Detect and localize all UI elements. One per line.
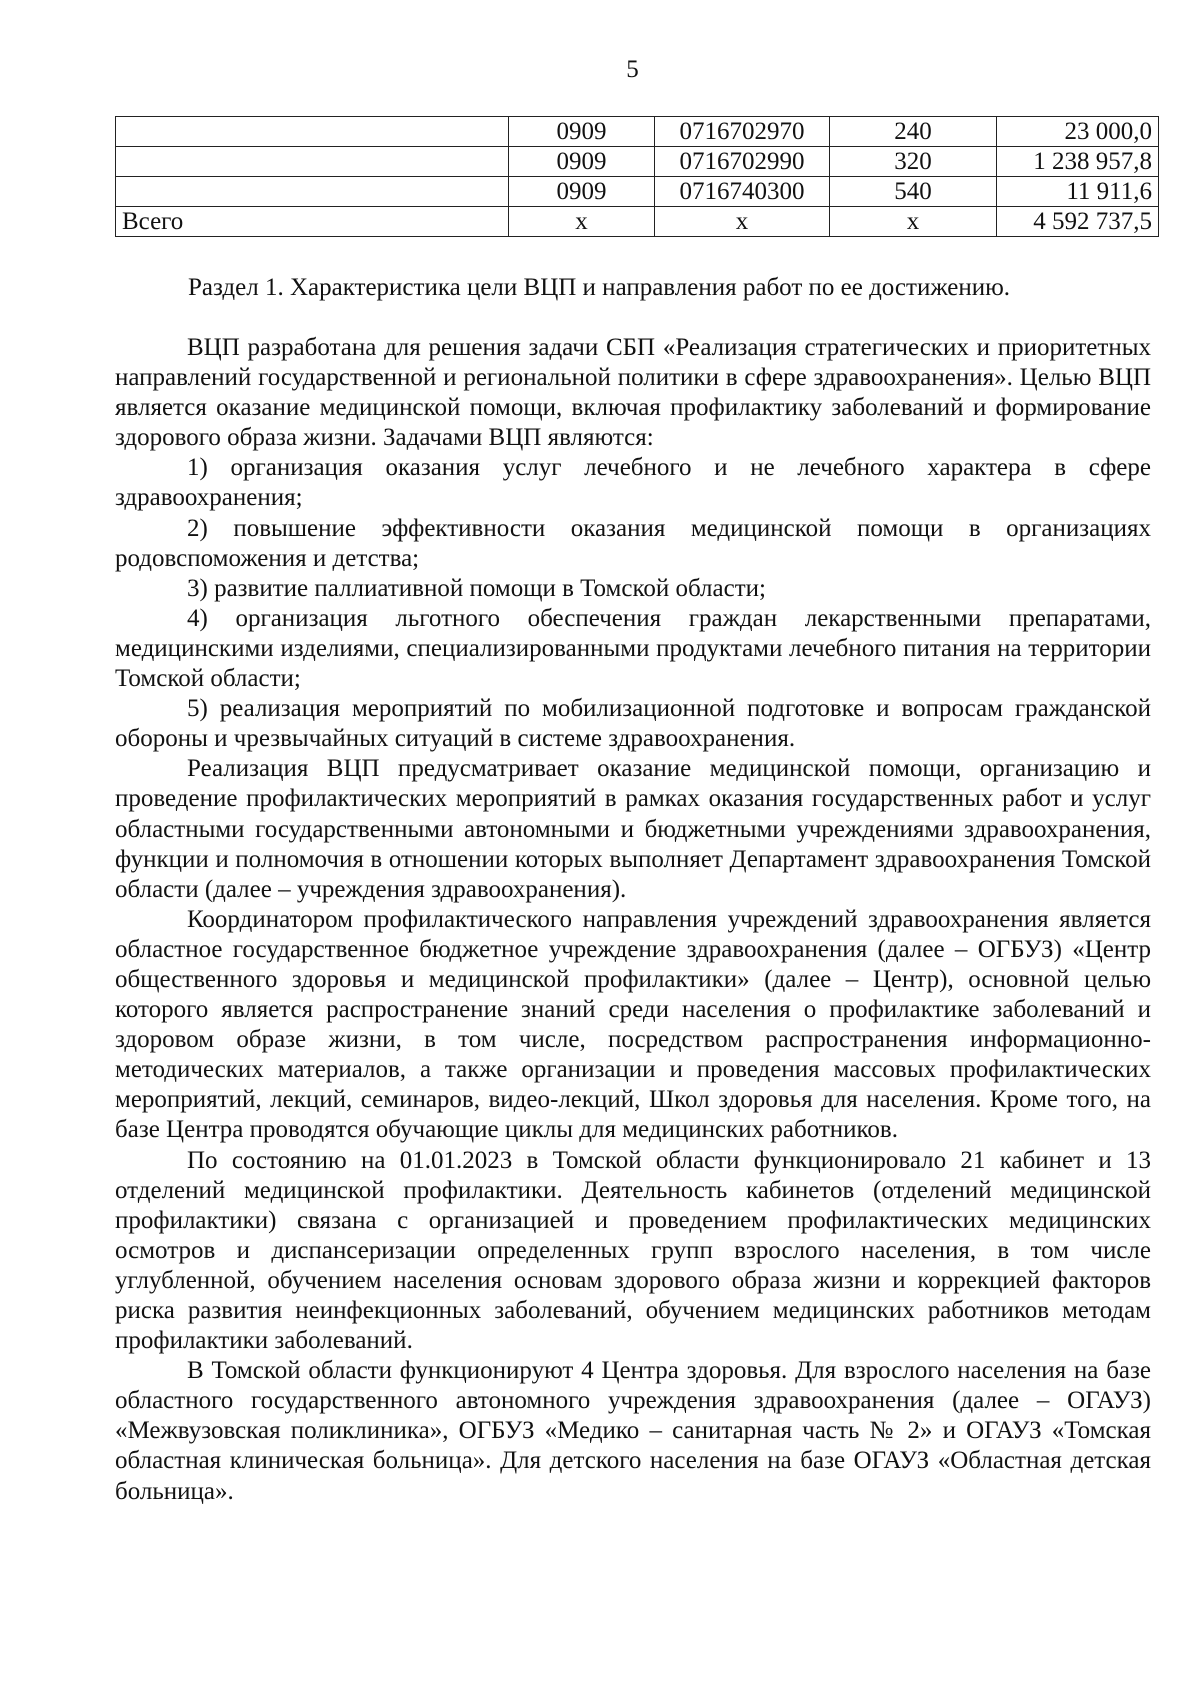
- table-row: [116, 117, 1159, 147]
- table-cell-amount: 11 911,6: [997, 177, 1159, 207]
- table-cell-name: Всего: [116, 207, 509, 237]
- table-cell-amount: 23 000,0: [997, 117, 1159, 147]
- list-item: 3) развитие паллиативной помощи в Томской области;: [187, 574, 766, 602]
- page-number: 5: [626, 56, 639, 83]
- body-text: [115, 333, 1151, 1507]
- table-cell-target: 0716702970: [655, 117, 830, 147]
- paragraph: В Томской области функционируют 4 Центра здоровья. Для взрослого населения на базе областного государственного автономного учреждения здравоохранения (далее – ОГАУЗ) «Межвузовская поликлиника», ОГБУЗ «Медико – санитарная часть № 2» и ОГАУЗ «Томская областная клиническая больница». Для детского населения на базе ОГАУЗ «Областная детская больница».: [115, 1357, 1151, 1505]
- table-cell-target: 0716702990: [655, 147, 830, 177]
- paragraph: По состоянию на 01.01.2023 в Томской области функционировало 21 кабинет и 13 отделений медицинской профилактики. Деятельность кабинетов (отделений медицинской профилактики) связана с организацией и проведением профилактических медицинских осмотров и диспансеризации определенных групп взрослого населения, в том числе углубленной, обучением населения основам здорового образа жизни и коррекцией факторов риска развития неинфекционных заболеваний, обучением медицинских работников методам профилактики заболеваний.: [115, 1146, 1151, 1355]
- table-cell-section: 0909: [509, 147, 655, 177]
- paragraph: Реализация ВЦП предусматривает оказание медицинской помощи, организацию и проведение профилактических мероприятий в рамках оказания государственных работ и услуг областными государственными автономными и бюджетными учреждениями здравоохранения, функции и полномочия в отношении которых выполняет Департамент здравоохранения Томской области (далее – учреждения здравоохранения).: [115, 755, 1151, 903]
- table-cell-target: х: [655, 207, 830, 237]
- table-cell-name: [116, 117, 509, 147]
- table-cell-name: [116, 177, 509, 207]
- table-cell-amount: 1 238 957,8: [997, 147, 1159, 177]
- table-total-row: [116, 207, 1159, 237]
- list-item: 2) повышение эффективности оказания медицинской помощи в организациях родовспоможения и детства;: [115, 514, 1151, 572]
- table-cell-name: [116, 147, 509, 177]
- list-item: 1) организация оказания услуг лечебного и не лечебного характера в сфере здравоохранения;: [115, 454, 1151, 512]
- table-cell-type: 540: [830, 177, 997, 207]
- table-cell-section: 0909: [509, 117, 655, 147]
- section-heading: Раздел 1. Характеристика цели ВЦП и направления работ по ее достижению.: [188, 274, 1011, 301]
- paragraph: ВЦП разработана для решения задачи СБП «Реализация стратегических и приоритетных направлений государственной и региональной политики в сфере здравоохранения». Целью ВЦП является оказание медицинской помощи, включая профилактику заболеваний и формирование здорового образа жизни. Задачами ВЦП являются:: [115, 334, 1151, 452]
- paragraph: Координатором профилактического направления учреждений здравоохранения является областное государственное бюджетное учреждение здравоохранения (далее – ОГБУЗ) «Центр общественного здоровья и медицинской профилактики» (далее – Центр), основной целью которого является распространение знаний среди населения о профилактике заболеваний и здоровом образе жизни, в том числе, посредством распространения информационно-методических материалов, а также организации и проведения массовых профилактических мероприятий, лекций, семинаров, видео-лекций, Школ здоровья для населения. Кроме того, на базе Центра проводятся обучающие циклы для медицинских работников.: [115, 905, 1151, 1144]
- table-row: [116, 177, 1159, 207]
- table-cell-amount: 4 592 737,5: [997, 207, 1159, 237]
- table-cell-type: х: [830, 207, 997, 237]
- table-cell-target: 0716740300: [655, 177, 830, 207]
- table-row: [116, 147, 1159, 177]
- table-cell-section: 0909: [509, 177, 655, 207]
- budget-table: [115, 116, 1159, 237]
- table-cell-type: 240: [830, 117, 997, 147]
- table-cell-type: 320: [830, 147, 997, 177]
- list-item: 5) реализация мероприятий по мобилизационной подготовке и вопросам гражданской обороны и чрезвычайных ситуаций в системе здравоохранения.: [115, 695, 1151, 753]
- table-cell-section: х: [509, 207, 655, 237]
- list-item: 4) организация льготного обеспечения граждан лекарственными препаратами, медицинскими изделиями, специализированными продуктами лечебного питания на территории Томской области;: [115, 604, 1151, 693]
